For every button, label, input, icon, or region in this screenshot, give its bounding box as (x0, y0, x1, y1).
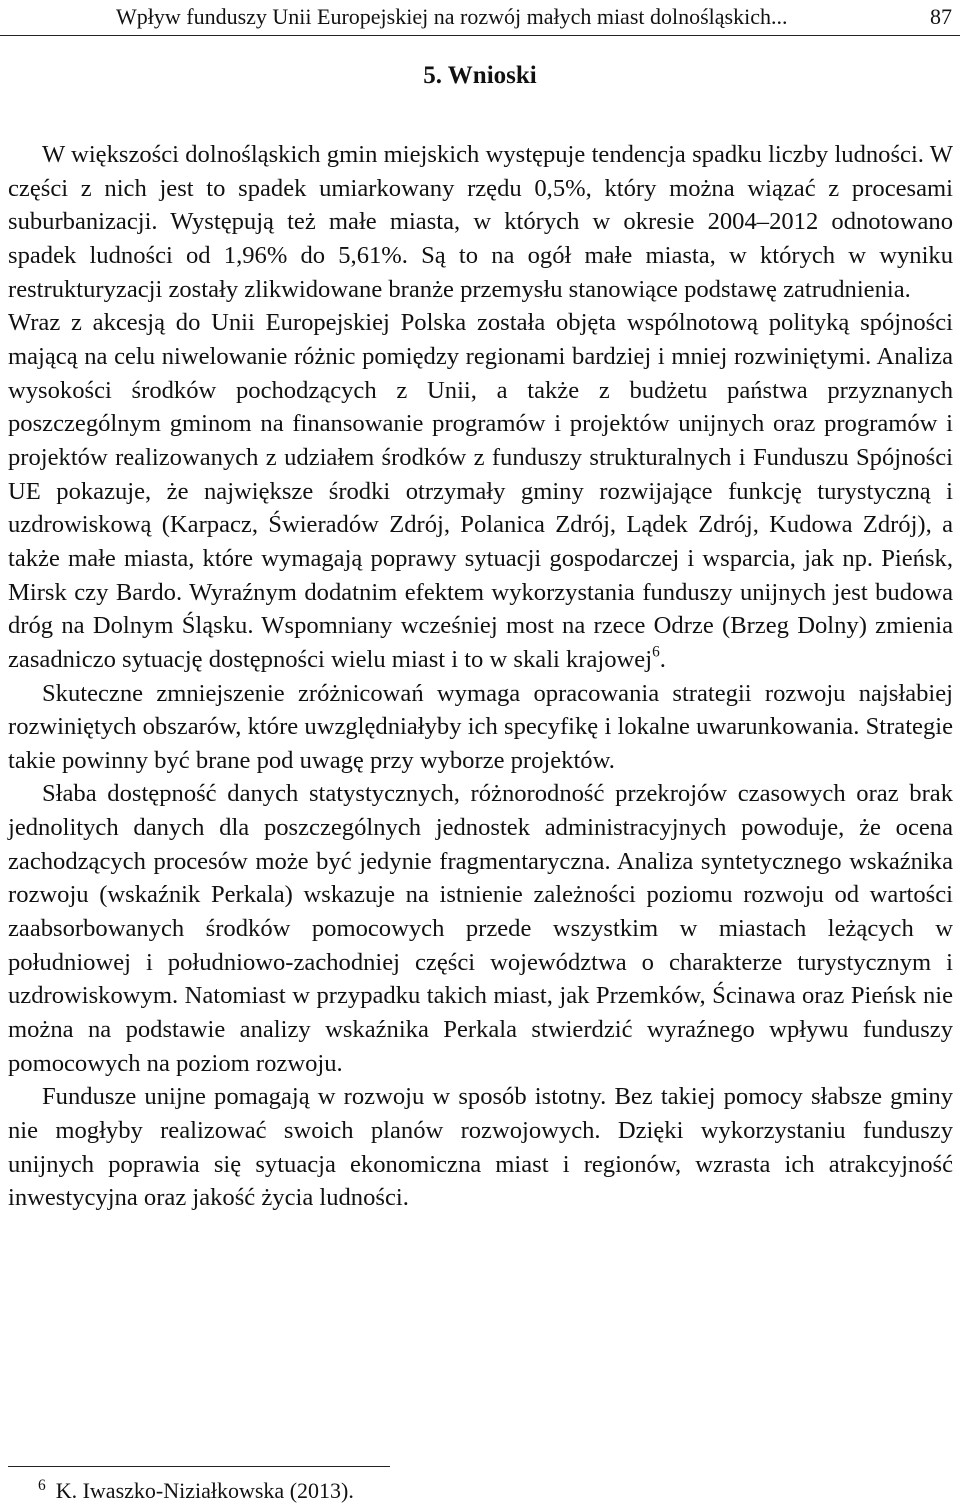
section-title: 5. Wnioski (423, 62, 537, 89)
footnote-reference: 6 (652, 643, 660, 661)
running-header (0, 0, 960, 36)
paragraph-1: W większości dolnośląskich gmin miejskich występuje tendencja spadku liczby ludności. W części z nich jest to spadek umiarkowany rzędu 0,5%, który można wiązać z procesami suburbanizacji. Występują też małe miasta, w których w okresie 2004–2012 odnotowano spadek ludności od 1,96% do 5,61%. Są to na ogół małe miasta, w których w wyniku restrukturyzacji zostały zlikwidowane branże przemysłu stanowiące podstawę zatrudnienia. (8, 141, 953, 303)
paragraph-2-text: Wraz z akcesją do Unii Europejskiej Polska została objęta wspólnotową polityką spójności mającą na celu niwelowanie różnic pomiędzy regionami bardziej i mniej rozwiniętymi. Analiza wysokości środków pochodzących z Unii, a także z budżetu państwa przyznanych poszczególnym gminom na finansowanie programów i projektów unijnych oraz programów i projektów realizowanych z udziałem środków z funduszy strukturalnych i Funduszu Spójności UE pokazuje, że największe środki otrzymały gminy rozwijające funkcję turystyczną i uzdrowiskową (Karpacz, Świeradów Zdrój, Polanica Zdrój, Lądek Zdrój, Kudowa Zdrój), a także małe miasta, które wymagają poprawy sytuacji gospodarczej i wsparcia, jak np. Pieńsk, Mirsk czy Bardo. Wyraźnym dodatnim efektem wykorzystania funduszy unijnych jest budowa dróg na Dolnym Śląsku. Wspomniany wcześniej most na rzece Odrze (Brzeg Dolny) zmienia zasadniczo sytuację dostępności wielu miast i to w skali krajowej (8, 309, 953, 673)
body-text (8, 138, 953, 1215)
paragraph-4: Słaba dostępność danych statystycznych, różnorodność przekrojów czasowych oraz brak jednolitych danych dla poszczególnych jednostek administracyjnych powoduje, że ocena zachodzących procesów może być jedynie fragmentaryczna. Analiza syntetycznego wskaźnika rozwoju (wskaźnik Perkala) wskazuje na istnienie zależności poziomu rozwoju od wartości zaabsorbowanych środków pomocowych przede wszystkim w miastach leżących w południowej i południowo-zachodniej części województwa o charakterze turystycznym i uzdrowiskowym. Natomiast w przypadku takich miast, jak Przemków, Ścinawa oraz Pieńsk nie można na podstawie analizy wskaźnika Perkala stwierdzić wyraźnego wpływu funduszy pomocowych na poziom rozwoju. (8, 780, 953, 1077)
paragraph-3: Skuteczne zmniejszenie zróżnicowań wymaga opracowania strategii rozwoju najsłabiej rozwiniętych obszarów, które uwzględniałyby ich specyfikę i lokalne uwarunkowania. Strategie takie powinny być brane pod uwagę przy wyborze projektów. (8, 679, 953, 774)
footnote-number: 6 (38, 1476, 46, 1494)
footnote-text: K. Iwaszko-Niziałkowska (2013). (55, 1478, 354, 1503)
paragraph-5: Fundusze unijne pomagają w rozwoju w sposób istotny. Bez takiej pomocy słabsze gminy nie mogłyby realizować swoich planów rozwojowych. Dzięki wykorzystaniu funduszy unijnych poprawia się sytuacja ekonomiczna miast i regionów, wzrasta ich atrakcyjność inwestycyjna oraz jakość życia ludności. (8, 1083, 953, 1212)
footnote-divider (8, 1466, 390, 1467)
paragraph-2 (8, 306, 953, 676)
footnote (38, 1478, 354, 1504)
paragraph-2-end: . (659, 645, 666, 673)
running-header-title: Wpływ funduszy Unii Europejskiej na rozwój małych miast dolnośląskich... (116, 4, 788, 29)
page-number: 87 (930, 4, 952, 29)
